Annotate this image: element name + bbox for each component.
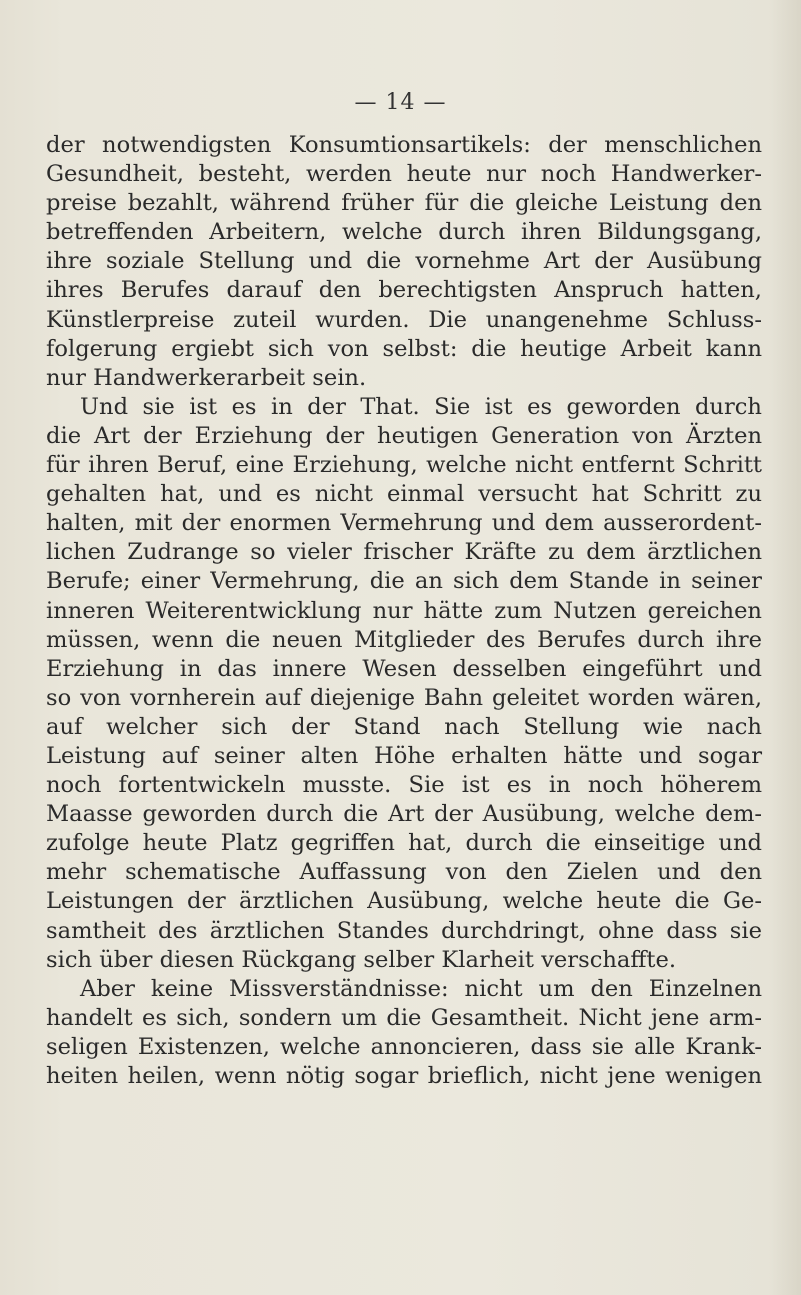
text-line: Erziehung in das innere Wesen desselben eingeführt und	[46, 655, 762, 682]
text-line: ihre soziale Stellung und die vornehme Art der Ausübung	[46, 248, 762, 275]
text-line: Künstlerpreise zuteil wurden. Die unangenehme Schluss-	[46, 306, 762, 333]
text-line: sich über diesen Rückgang selber Klarheit verschaffte.	[46, 946, 677, 973]
text-line: für ihren Beruf, eine Erziehung, welche nicht entfernt Schritt	[46, 452, 762, 479]
text-line: die Art der Erziehung der heutigen Generation von Ärzten	[46, 422, 762, 449]
text-line: lichen Zudrange so vieler frischer Kräfte zu dem ärztlichen	[46, 539, 762, 566]
text-line: folgerung ergiebt sich von selbst: die heutige Arbeit kann	[46, 335, 762, 362]
text-line: Berufe; einer Vermehrung, die an sich dem Stande in seiner	[46, 568, 762, 595]
text-line: samtheit des ärztlichen Standes durchdringt, ohne dass sie	[46, 917, 762, 944]
text-line: Aber keine Missverständnisse: nicht um den Einzelnen	[80, 975, 762, 1002]
text-line: noch fortentwickeln musste. Sie ist es in noch höherem	[46, 772, 762, 799]
text-line: heiten heilen, wenn nötig sogar brieflich, nicht jene wenigen	[46, 1063, 762, 1089]
text-line: Und sie ist es in der That. Sie ist es geworden durch	[80, 393, 762, 420]
text-line: preise bezahlt, während früher für die gleiche Leistung den	[46, 190, 762, 217]
text-line: halten, mit der enormen Vermehrung und dem ausserordent-	[46, 510, 762, 537]
body-text	[46, 131, 762, 1091]
text-line: mehr schematische Auffassung von den Zielen und den	[46, 859, 762, 886]
text-line: seligen Existenzen, welche annoncieren, dass sie alle Krank-	[46, 1033, 762, 1060]
paragraph-2	[46, 393, 762, 975]
text-line: inneren Weiterentwicklung nur hätte zum Nutzen gereichen	[46, 597, 762, 624]
text-line: müssen, wenn die neuen Mitglieder des Berufes durch ihre	[46, 626, 762, 653]
text-line: betreffenden Arbeitern, welche durch ihren Bildungsgang,	[46, 219, 762, 246]
text-line: auf welcher sich der Stand nach Stellung wie nach	[46, 713, 762, 740]
text-line: gehalten hat, und es nicht einmal versucht hat Schritt zu	[46, 481, 762, 508]
page-number: — 14 —	[354, 90, 447, 115]
paragraph-1	[46, 131, 762, 393]
text-line: handelt es sich, sondern um die Gesamtheit. Nicht jene arm-	[46, 1004, 762, 1031]
text-line: ihres Berufes darauf den berechtigsten Anspruch hatten,	[46, 277, 762, 304]
text-line: Maasse geworden durch die Art der Ausübung, welche dem-	[46, 801, 762, 828]
text-line: Leistungen der ärztlichen Ausübung, welche heute die Ge-	[46, 888, 762, 915]
text-line: so von vornherein auf diejenige Bahn geleitet worden wären,	[46, 684, 762, 711]
text-line: nur Handwerkerarbeit sein.	[46, 364, 367, 391]
text-line: der notwendigsten Konsumtionsartikels: der menschlichen	[46, 132, 762, 158]
text-line: Gesundheit, besteht, werden heute nur noch Handwerker-	[46, 161, 762, 188]
text-line: Leistung auf seiner alten Höhe erhalten hätte und sogar	[46, 742, 762, 769]
paragraph-3	[46, 975, 762, 1091]
text-line: zufolge heute Platz gegriffen hat, durch die einseitige und	[46, 830, 762, 857]
